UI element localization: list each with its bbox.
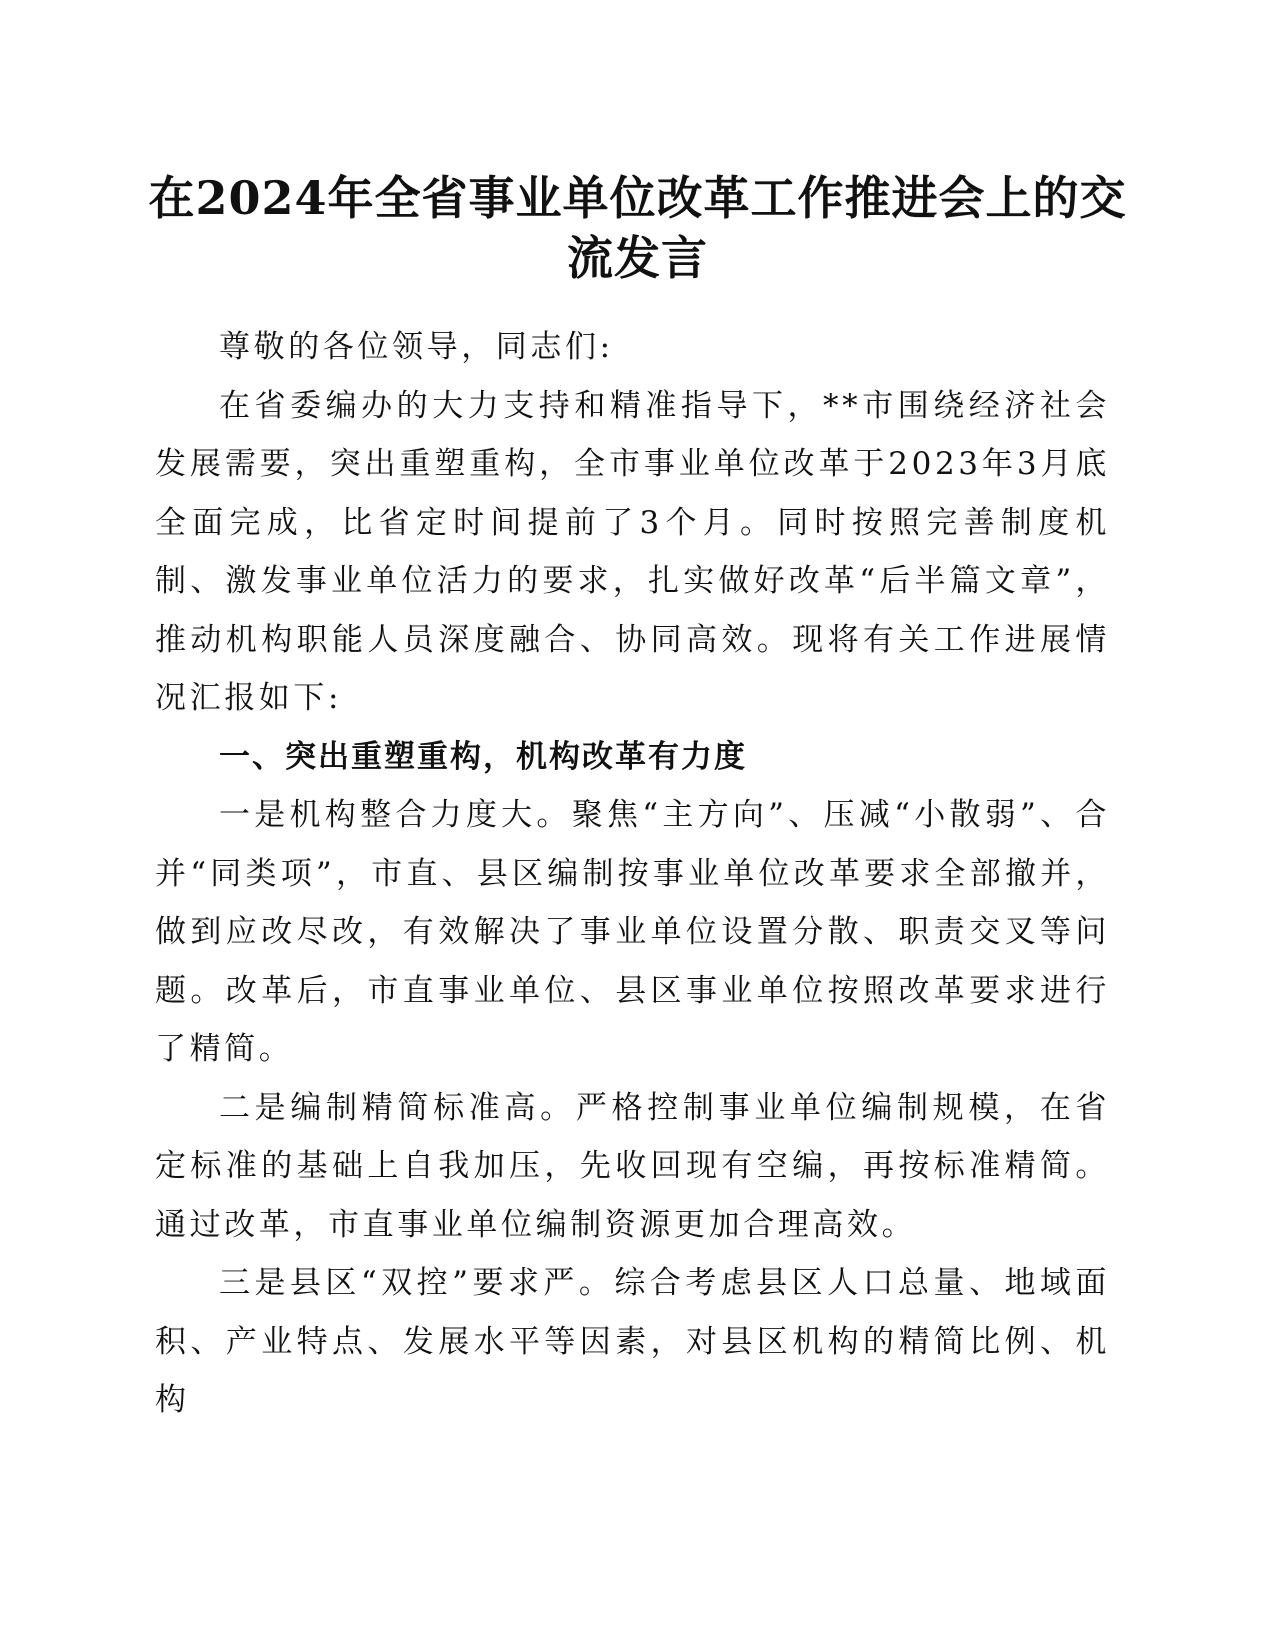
- section-paragraph-3: 三是县区“双控”要求严。综合考虑县区人口总量、地域面积、产业特点、发展水平等因素，对县区机构的精简比例、机构: [155, 1265, 1110, 1418]
- section-paragraph-1: 一是机构整合力度大。聚焦“主方向”、压减“小散弱”、合并“同类项”，市直、县区编制按事业单位改革要求全部撤并，做到应改尽改，有效解决了事业单位设置分散、职责交叉等问题。改革后，市直事业单位、县区事业单位按照改革要求进行了精简。: [155, 797, 1110, 1067]
- intro-paragraph: 在省委编办的大力支持和精准指导下，**市围绕经济社会发展需要，突出重塑重构，全市事业单位改革于2023年3月底全面完成，比省定时间提前了3个月。同时按照完善制度机制、激发事业单位活力的要求，扎实做好改革“后半篇文章”，推动机构职能人员深度融合、协同高效。现将有关工作进展情况汇报如下:: [155, 387, 1110, 716]
- document-title: 在2024年全省事业单位改革工作推进会上的交流发言: [148, 171, 1127, 285]
- document-body: [155, 318, 1110, 1430]
- section-heading: 一、突出重塑重构，机构改革有力度: [219, 738, 747, 775]
- salutation: 尊敬的各位领导，同志们:: [219, 329, 614, 365]
- section-paragraph-2: 二是编制精简标准高。严格控制事业单位编制规模，在省定标准的基础上自我加压，先收回现有空编，再按标准精简。通过改革，市直事业单位编制资源更加合理高效。: [155, 1089, 1110, 1243]
